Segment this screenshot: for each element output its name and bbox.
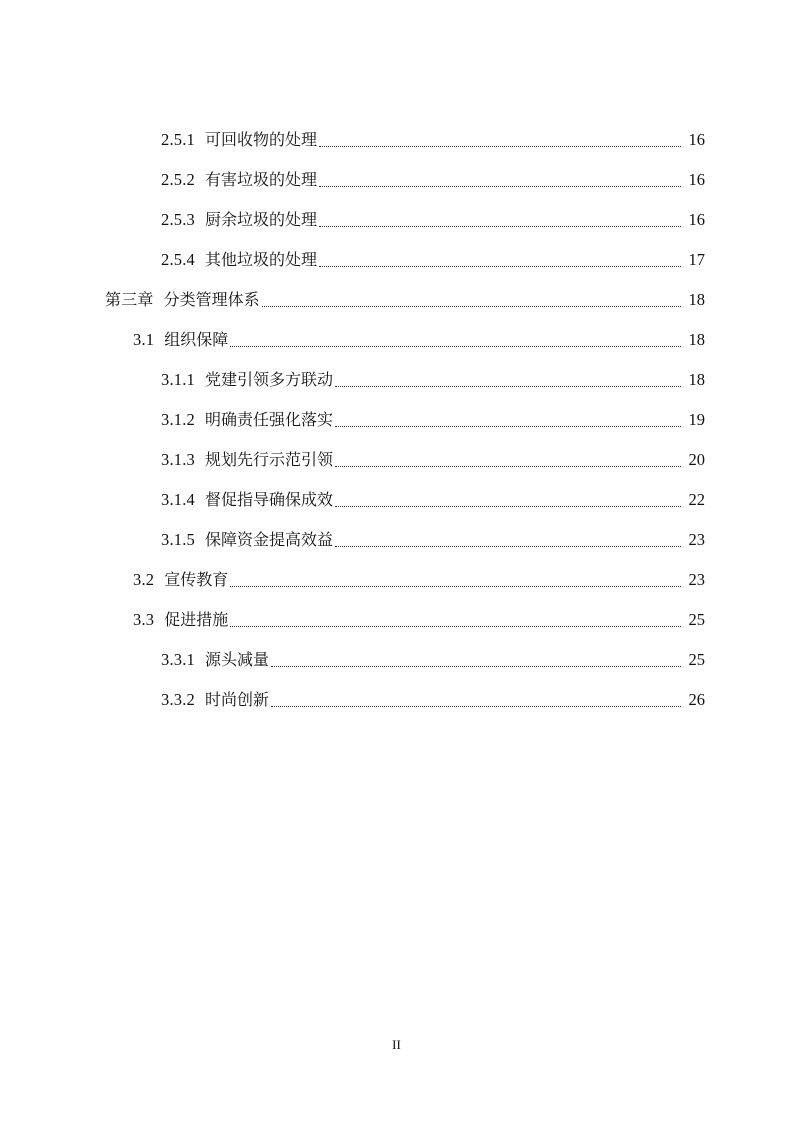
- toc-entry-title: 时尚创新: [205, 690, 270, 709]
- toc-entry-title: 厨余垃圾的处理: [205, 210, 318, 229]
- toc-entry-title: 宣传教育: [164, 570, 229, 589]
- toc-entry-page: 16: [688, 170, 705, 189]
- dot-leader: [319, 145, 681, 147]
- toc-entry-label: [161, 490, 333, 510]
- dot-leader: [262, 305, 681, 307]
- toc-entry-page: 26: [688, 690, 705, 709]
- toc-entry-2-5-1[interactable]: [0, 120, 793, 160]
- toc-entry-title: 党建引领多方联动: [205, 370, 334, 389]
- toc-entry-label: [161, 170, 317, 190]
- toc-entry-label: [161, 410, 333, 430]
- toc-entry-label: [161, 210, 317, 230]
- toc-entry-number: 3.1.1: [161, 370, 195, 389]
- page-number-footer: II: [392, 1037, 401, 1052]
- dot-leader: [271, 705, 681, 707]
- toc-entry-number: 2.5.4: [161, 250, 195, 269]
- toc-entry-title: 可回收物的处理: [205, 130, 318, 149]
- toc-entry-label: [161, 370, 333, 390]
- toc-entry-number: 3.3: [133, 610, 155, 629]
- toc-entry-label: [161, 130, 317, 150]
- dot-leader: [335, 425, 681, 427]
- toc-entry-page: 16: [688, 210, 705, 229]
- toc-entry-page: 18: [688, 370, 705, 389]
- toc-entry-title: 保障资金提高效益: [205, 530, 334, 549]
- toc-entry-number: 3.3.1: [161, 650, 195, 669]
- toc-entry-3-1-4[interactable]: [0, 480, 793, 520]
- toc-entry-label: [161, 650, 269, 670]
- toc-entry-2-5-4[interactable]: [0, 240, 793, 280]
- toc-entry-page: 16: [688, 130, 705, 149]
- toc-entry-page: 25: [688, 610, 705, 629]
- toc-entry-title: 促进措施: [164, 610, 229, 629]
- toc-entry-page: 23: [688, 570, 705, 589]
- dot-leader: [319, 225, 681, 227]
- table-of-contents: [0, 120, 793, 720]
- toc-entry-title: 分类管理体系: [163, 290, 260, 309]
- dot-leader: [335, 465, 681, 467]
- toc-entry-number: 3.1.5: [161, 530, 195, 549]
- toc-entry-title: 组织保障: [164, 330, 229, 349]
- toc-entry-chapter-3[interactable]: [0, 280, 793, 320]
- toc-entry-page: 17: [688, 250, 705, 269]
- dot-leader: [230, 585, 681, 587]
- toc-entry-3-1[interactable]: [0, 320, 793, 360]
- toc-entry-page: 18: [688, 330, 705, 349]
- toc-entry-label: [161, 530, 333, 550]
- toc-entry-2-5-3[interactable]: [0, 200, 793, 240]
- toc-entry-3-1-5[interactable]: [0, 520, 793, 560]
- toc-entry-number: 3.2: [133, 570, 155, 589]
- toc-entry-number: 3.3.2: [161, 690, 195, 709]
- toc-entry-number: 3.1.2: [161, 410, 195, 429]
- toc-entry-3-1-3[interactable]: [0, 440, 793, 480]
- toc-entry-number: 3.1: [133, 330, 155, 349]
- dot-leader: [230, 625, 681, 627]
- toc-entry-3-3[interactable]: [0, 600, 793, 640]
- toc-entry-label: [161, 450, 333, 470]
- dot-leader: [230, 345, 681, 347]
- toc-entry-page: 25: [688, 650, 705, 669]
- toc-entry-3-3-1[interactable]: [0, 640, 793, 680]
- toc-entry-label: [105, 290, 260, 310]
- dot-leader: [335, 385, 681, 387]
- toc-entry-number: 3.1.4: [161, 490, 195, 509]
- toc-entry-title: 督促指导确保成效: [205, 490, 334, 509]
- toc-entry-3-1-1[interactable]: [0, 360, 793, 400]
- toc-entry-title: 明确责任强化落实: [205, 410, 334, 429]
- toc-entry-number: 第三章: [105, 290, 154, 309]
- toc-entry-number: 2.5.1: [161, 130, 195, 149]
- toc-entry-title: 其他垃圾的处理: [205, 250, 318, 269]
- toc-entry-page: 20: [688, 450, 705, 469]
- toc-entry-label: [133, 570, 228, 590]
- toc-entry-page: 22: [688, 490, 705, 509]
- toc-entry-title: 规划先行示范引领: [205, 450, 334, 469]
- toc-entry-label: [133, 610, 228, 630]
- dot-leader: [271, 665, 681, 667]
- toc-entry-2-5-2[interactable]: [0, 160, 793, 200]
- toc-entry-number: 2.5.3: [161, 210, 195, 229]
- dot-leader: [319, 265, 681, 267]
- toc-entry-title: 源头减量: [205, 650, 270, 669]
- dot-leader: [319, 185, 681, 187]
- toc-entry-label: [161, 690, 269, 710]
- toc-entry-page: 19: [688, 410, 705, 429]
- toc-entry-page: 23: [688, 530, 705, 549]
- toc-entry-3-2[interactable]: [0, 560, 793, 600]
- dot-leader: [335, 505, 681, 507]
- toc-entry-number: 3.1.3: [161, 450, 195, 469]
- toc-entry-3-3-2[interactable]: [0, 680, 793, 720]
- toc-entry-3-1-2[interactable]: [0, 400, 793, 440]
- toc-entry-title: 有害垃圾的处理: [205, 170, 318, 189]
- toc-entry-label: [133, 330, 228, 350]
- toc-entry-number: 2.5.2: [161, 170, 195, 189]
- toc-entry-page: 18: [688, 290, 705, 309]
- dot-leader: [335, 545, 681, 547]
- toc-entry-label: [161, 250, 317, 270]
